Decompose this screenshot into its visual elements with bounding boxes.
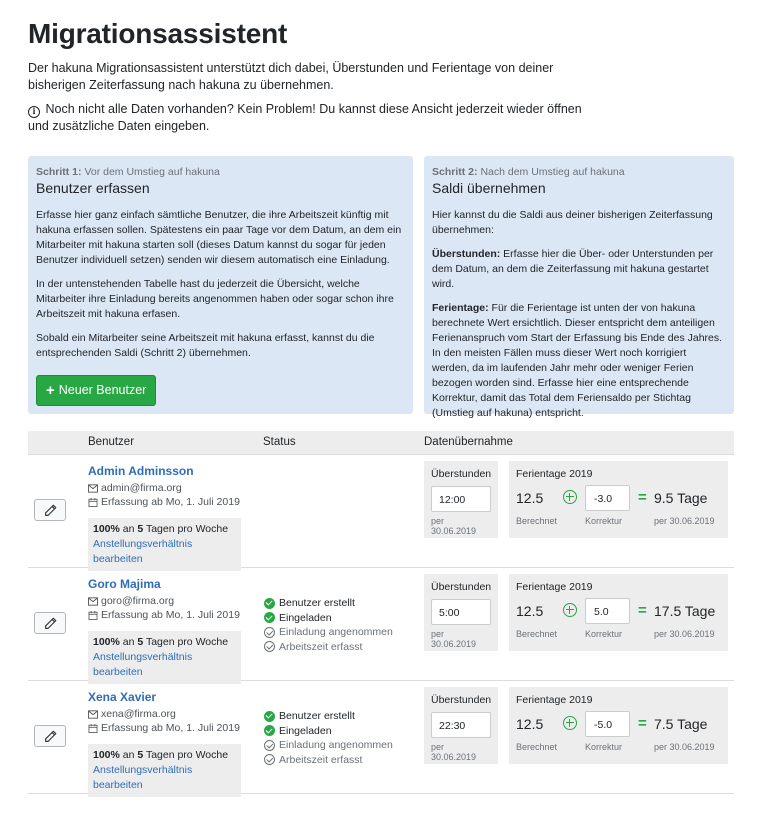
calendar-icon <box>88 724 98 733</box>
plus-circle-icon <box>563 603 577 617</box>
workload-percent: 100% <box>93 749 120 761</box>
vacation-correction-label: Korrektur <box>585 629 623 639</box>
step1-kicker-text: Vor dem Umstieg auf hakuna <box>84 166 220 178</box>
pencil-icon <box>44 504 57 517</box>
step1-paragraph-3: Sobald ein Mitarbeiter seine Arbeitszeit mit hakuna erfasst, kannst du die entsprechenden Saldi (Schritt 2) übernehmen. <box>36 332 375 359</box>
vacation-calc <box>516 711 721 761</box>
vacation-total-date: per 30.06.2019 <box>654 742 715 752</box>
col-user-header: Benutzer <box>88 436 135 448</box>
edit-employment-link[interactable]: Anstellungsverhältnis bearbeiten <box>93 764 193 791</box>
plus-circle-icon <box>563 490 577 504</box>
user-start-date: Erfassung ab Mo, 1. Juli 2019 <box>101 496 240 508</box>
status-item <box>264 724 404 739</box>
vacation-correction-label: Korrektur <box>585 742 623 752</box>
check-outline-icon <box>264 627 275 638</box>
vacation-box <box>509 461 728 538</box>
col-data-header: Datenübernahme <box>424 436 513 448</box>
step2-paragraph-3 <box>432 301 726 421</box>
workload-box <box>88 744 241 797</box>
edit-employment-link[interactable]: Anstellungsverhältnis bearbeiten <box>93 651 193 678</box>
status-item <box>264 738 404 753</box>
equals-sign: = <box>638 715 647 732</box>
overtime-date: per 30.06.2019 <box>431 629 477 649</box>
step1-kicker <box>36 166 405 178</box>
overtime-input[interactable]: 22:30 <box>431 712 491 738</box>
user-email: goro@firma.org <box>101 595 175 607</box>
vacation-calculated-label: Berechnet <box>516 629 558 639</box>
status-item <box>264 596 404 611</box>
status-label: Einladung angenommen <box>279 626 393 638</box>
equals-sign: = <box>638 489 647 506</box>
vacation-calculated: 12.5 <box>516 490 544 506</box>
col-status-header: Status <box>263 436 296 448</box>
step1-title: Benutzer erfassen <box>36 180 150 196</box>
workload-text <box>93 635 236 650</box>
overtime-title: Überstunden <box>431 581 492 593</box>
workload-percent: 100% <box>93 636 120 648</box>
edit-user-button[interactable] <box>34 612 66 634</box>
check-outline-icon <box>264 641 275 652</box>
user-email: xena@firma.org <box>101 708 176 720</box>
envelope-icon <box>88 597 98 606</box>
user-name[interactable]: Admin Adminsson <box>88 464 194 478</box>
status-cell <box>264 596 404 654</box>
new-user-button-label: Neuer Benutzer <box>58 383 147 397</box>
workload-days: 5 <box>137 523 144 535</box>
overtime-input[interactable]: 12:00 <box>431 486 491 512</box>
workload-mid: an <box>119 523 138 535</box>
workload-text <box>93 748 236 763</box>
workload-end: Tagen pro Woche <box>143 749 229 761</box>
hint-label: Noch nicht alle Daten vorhanden? Kein Problem! Du kannst diese Ansicht jederzeit wieder öffnen und zusätzliche Daten eingeben. <box>28 102 582 133</box>
overtime-box <box>424 687 498 764</box>
status-item <box>264 753 404 768</box>
workload-mid: an <box>119 636 138 648</box>
status-item <box>264 709 404 724</box>
user-cell <box>88 690 243 797</box>
workload-end: Tagen pro Woche <box>143 636 229 648</box>
workload-days: 5 <box>137 636 144 648</box>
calendar-icon <box>88 498 98 507</box>
status-label: Benutzer erstellt <box>279 597 355 609</box>
vacation-total: 7.5 Tage <box>654 716 708 732</box>
user-start-line <box>88 495 243 509</box>
status-label: Arbeitszeit erfasst <box>279 640 363 653</box>
vacation-title: Ferientage 2019 <box>516 581 593 593</box>
page-title: Migrationsassistent <box>28 18 288 49</box>
status-item <box>264 625 404 640</box>
vacation-calculated-label: Berechnet <box>516 516 558 526</box>
new-user-button[interactable] <box>36 375 156 406</box>
step1-paragraph-1: Erfasse hier ganz einfach sämtliche Benutzer, die ihre Arbeitszeit künftig mit hakuna erfassen sollen. Spätestens ein paar Tage vor dem Datum, an dem ein Mitarbeiter mit hakuna starten soll (dieses Datum kannst du sogar für jeden Benutzer individuell setzen) senden wir diesem automatisch eine Einladung. <box>36 209 402 266</box>
hint-text <box>28 101 598 135</box>
step2-p3-bold: Ferientage: <box>432 302 489 314</box>
user-name[interactable]: Xena Xavier <box>88 690 157 704</box>
table-row <box>28 681 734 794</box>
step1-card <box>28 156 413 414</box>
status-item <box>264 640 404 655</box>
plus-circle-icon <box>563 716 577 730</box>
workload-box <box>88 518 241 571</box>
overtime-title: Überstunden <box>431 694 492 706</box>
table-row <box>28 568 734 681</box>
edit-user-button[interactable] <box>34 499 66 521</box>
vacation-total: 17.5 Tage <box>654 603 716 619</box>
vacation-box <box>509 574 728 651</box>
user-email: admin@firma.org <box>101 482 182 494</box>
table-header <box>28 431 734 455</box>
vacation-total-date: per 30.06.2019 <box>654 629 715 639</box>
check-circle-icon <box>264 612 275 623</box>
user-start-line <box>88 608 243 622</box>
step1-paragraph-2: In der untenstehenden Tabelle hast du jederzeit die Übersicht, welche Mitarbeiter ihre Einladung bereits angenommen haben oder sogar schon ihre Arbeitszeit mit hakuna erfasen. <box>36 278 394 320</box>
workload-days: 5 <box>137 749 144 761</box>
user-cell <box>88 464 243 571</box>
workload-mid: an <box>119 749 138 761</box>
check-circle-icon <box>264 598 275 609</box>
vacation-correction-input[interactable]: -5.0 <box>585 711 630 737</box>
step2-kicker-text: Nach dem Umstieg auf hakuna <box>480 166 625 178</box>
status-label: Arbeitszeit erfasst <box>279 753 363 766</box>
overtime-box <box>424 574 498 651</box>
vacation-calculated: 12.5 <box>516 603 544 619</box>
step2-p2-text: Erfasse hier die Über- oder Unterstunden per dem Datum, an dem die Zeiterfassung mit hakuna gestartet wird. <box>432 248 714 290</box>
pencil-icon <box>44 730 57 743</box>
workload-text <box>93 522 236 537</box>
envelope-icon <box>88 710 98 719</box>
step2-paragraph-2 <box>432 247 726 292</box>
status-label: Eingeladen <box>279 724 332 737</box>
overtime-box <box>424 461 498 538</box>
step2-kicker-bold: Schritt 2: <box>432 166 478 178</box>
status-label: Eingeladen <box>279 611 332 624</box>
vacation-calc <box>516 485 721 535</box>
step1-kicker-bold: Schritt 1: <box>36 166 82 178</box>
vacation-correction-input[interactable]: 5.0 <box>585 598 630 624</box>
check-outline-icon <box>264 740 275 751</box>
status-cell <box>264 709 404 767</box>
user-email-line <box>88 707 243 721</box>
info-icon: i <box>28 106 40 118</box>
user-cell <box>88 577 243 684</box>
vacation-title: Ferientage 2019 <box>516 694 593 706</box>
user-name[interactable]: Goro Majima <box>88 577 161 591</box>
vacation-box <box>509 687 728 764</box>
vacation-calculated-label: Berechnet <box>516 742 558 752</box>
step2-title: Saldi übernehmen <box>432 180 546 196</box>
intro-text: Der hakuna Migrationsassistent unterstützt dich dabei, Überstunden und Ferientage von deiner bisherigen Zeiterfassung nach hakuna zu übernehmen. <box>28 61 554 92</box>
table-row <box>28 455 734 568</box>
workload-percent: 100% <box>93 523 120 535</box>
overtime-date: per 30.06.2019 <box>431 516 477 536</box>
check-circle-icon <box>264 725 275 736</box>
step2-p3-text: Für die Ferientage ist unten der von hakuna berechnete Wert ersichtlich. Dieser entspricht dem anteiligen Ferienanspruch vom Start der Erfassung bis Ende des Jahres. In den meisten Fällen muss dieser Wert noch korrigiert werden, da im laufenden Jahr mehr oder weniger Ferien bezogen worden sind. Erfasse hier eine entsprechende Korrektur, damit das Total dem Feriensaldo per Stichtag (Umstieg auf hakuna) entspricht. <box>432 302 723 419</box>
workload-box <box>88 631 241 684</box>
user-email-line <box>88 594 243 608</box>
user-start-date: Erfassung ab Mo, 1. Juli 2019 <box>101 722 240 734</box>
equals-sign: = <box>638 602 647 619</box>
vacation-calculated: 12.5 <box>516 716 544 732</box>
vacation-correction-label: Korrektur <box>585 516 623 526</box>
user-start-date: Erfassung ab Mo, 1. Juli 2019 <box>101 609 240 621</box>
pencil-icon <box>44 617 57 630</box>
calendar-icon <box>88 611 98 620</box>
step2-p2-bold: Überstunden: <box>432 248 501 260</box>
user-email-line <box>88 481 243 495</box>
overtime-date: per 30.06.2019 <box>431 742 477 762</box>
check-circle-icon <box>264 711 275 722</box>
user-start-line <box>88 721 243 735</box>
edit-user-button[interactable] <box>34 725 66 747</box>
vacation-total: 9.5 Tage <box>654 490 708 506</box>
overtime-title: Überstunden <box>431 468 492 480</box>
step2-card <box>424 156 734 419</box>
vacation-title: Ferientage 2019 <box>516 468 593 480</box>
overtime-input[interactable]: 5:00 <box>431 599 491 625</box>
status-label: Benutzer erstellt <box>279 710 355 722</box>
workload-end: Tagen pro Woche <box>143 523 229 535</box>
check-outline-icon <box>264 754 275 765</box>
vacation-calc <box>516 598 721 648</box>
status-label: Einladung angenommen <box>279 739 393 751</box>
envelope-icon <box>88 484 98 493</box>
vacation-total-date: per 30.06.2019 <box>654 516 715 526</box>
status-item <box>264 611 404 626</box>
vacation-correction-input[interactable]: -3.0 <box>585 485 630 511</box>
step2-kicker <box>432 166 726 178</box>
edit-employment-link[interactable]: Anstellungsverhältnis bearbeiten <box>93 538 193 565</box>
step2-paragraph-1: Hier kannst du die Saldi aus deiner bisherigen Zeiterfassung übernehmen: <box>432 209 713 236</box>
plus-icon: + <box>46 382 55 399</box>
